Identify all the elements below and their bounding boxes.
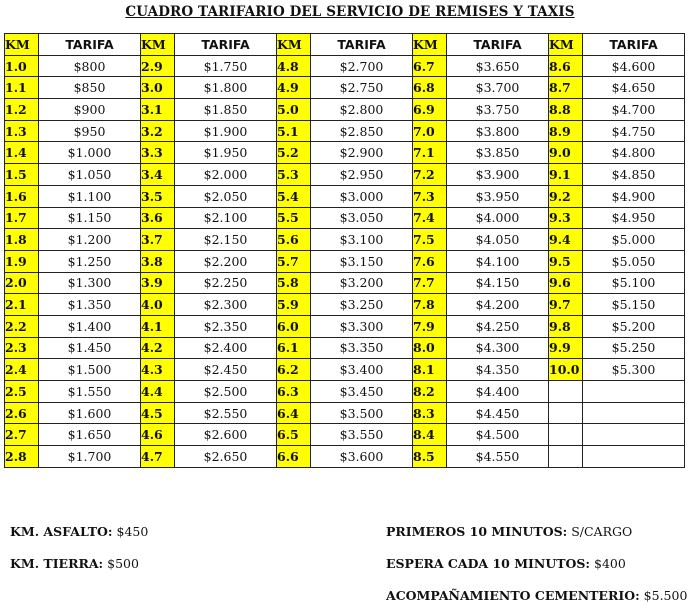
tarifa-cell: $1.600 [39,402,141,424]
tarifa-cell: $4.800 [583,142,685,164]
tarifa-cell: $4.750 [583,120,685,142]
km-cell: 7.9 [413,315,447,337]
table-row [5,315,685,337]
km-cell: 2.2 [5,315,39,337]
tarifa-cell: $3.500 [311,402,413,424]
fare-table [4,33,685,468]
tarifa-cell: $5.000 [583,229,685,251]
km-cell: 7.7 [413,272,447,294]
tarifa-cell: $3.700 [447,77,549,99]
km-header: KM [413,34,447,56]
tarifa-cell: $1.500 [39,359,141,381]
tarifa-cell: $3.800 [447,120,549,142]
empty-cell [583,424,685,446]
tarifa-cell: $950 [39,120,141,142]
tarifa-cell: $4.100 [447,250,549,272]
km-cell: 10.0 [549,359,583,381]
km-cell: 2.6 [5,402,39,424]
km-cell: 8.3 [413,402,447,424]
empty-cell [549,402,583,424]
tarifa-header: TARIFA [175,34,277,56]
km-header: KM [5,34,39,56]
km-cell: 4.6 [141,424,175,446]
tarifa-cell: $3.850 [447,142,549,164]
km-cell: 5.4 [277,185,311,207]
empty-cell [549,381,583,403]
km-header: KM [277,34,311,56]
tarifa-cell: $4.350 [447,359,549,381]
km-cell: 6.1 [277,337,311,359]
tarifa-cell: $3.300 [311,315,413,337]
km-cell: 4.2 [141,337,175,359]
tarifa-cell: $2.250 [175,272,277,294]
tarifa-cell: $3.450 [311,381,413,403]
km-cell: 7.4 [413,207,447,229]
km-cell: 2.4 [5,359,39,381]
acompanamiento-cementerio-value: $5.500 [639,588,688,603]
tarifa-cell: $3.550 [311,424,413,446]
tarifa-cell: $2.050 [175,185,277,207]
table-row [5,99,685,121]
km-cell: 2.7 [5,424,39,446]
acompanamiento-cementerio [386,588,687,603]
km-cell: 3.5 [141,185,175,207]
km-cell: 7.2 [413,164,447,186]
table-row [5,359,685,381]
tarifa-cell: $4.600 [583,55,685,77]
tarifa-cell: $5.200 [583,315,685,337]
tarifa-cell: $2.200 [175,250,277,272]
tarifa-cell: $4.300 [447,337,549,359]
tarifa-cell: $2.300 [175,294,277,316]
tarifa-cell: $1.950 [175,142,277,164]
espera-minutos-value: $400 [590,556,626,571]
km-cell: 5.0 [277,99,311,121]
km-cell: 9.2 [549,185,583,207]
km-cell: 3.7 [141,229,175,251]
primeros-minutos-value: S/CARGO [567,524,633,539]
km-cell: 9.5 [549,250,583,272]
tarifa-cell: $4.500 [447,424,549,446]
tarifa-cell: $1.050 [39,164,141,186]
empty-cell [583,402,685,424]
tarifa-cell: $900 [39,99,141,121]
km-cell: 3.8 [141,250,175,272]
tarifa-cell: $3.250 [311,294,413,316]
tarifa-cell: $4.200 [447,294,549,316]
acompanamiento-cementerio-label: ACOMPAÑAMIENTO CEMENTERIO: [386,588,640,603]
espera-minutos [386,556,626,571]
tarifa-header: TARIFA [311,34,413,56]
table-row [5,207,685,229]
empty-cell [583,446,685,468]
tarifa-cell: $4.950 [583,207,685,229]
table-row [5,337,685,359]
tarifa-cell: $4.450 [447,402,549,424]
header-row [5,34,685,56]
km-cell: 6.8 [413,77,447,99]
tarifa-cell: $1.550 [39,381,141,403]
tarifa-cell: $4.900 [583,185,685,207]
km-cell: 4.8 [277,55,311,77]
km-cell: 1.7 [5,207,39,229]
km-cell: 4.5 [141,402,175,424]
tarifa-cell: $3.000 [311,185,413,207]
km-cell: 9.0 [549,142,583,164]
tarifa-cell: $3.200 [311,272,413,294]
km-cell: 8.7 [549,77,583,99]
empty-cell [549,446,583,468]
km-cell: 9.6 [549,272,583,294]
tarifa-header: TARIFA [447,34,549,56]
tarifa-cell: $3.150 [311,250,413,272]
tarifa-cell: $3.650 [447,55,549,77]
km-cell: 7.6 [413,250,447,272]
km-cell: 8.4 [413,424,447,446]
primeros-minutos [386,524,632,539]
table-row [5,120,685,142]
km-cell: 9.7 [549,294,583,316]
tarifa-cell: $2.350 [175,315,277,337]
km-cell: 8.0 [413,337,447,359]
tarifa-cell: $5.100 [583,272,685,294]
tarifa-cell: $800 [39,55,141,77]
tarifa-cell: $5.050 [583,250,685,272]
km-tierra [10,556,139,571]
tarifa-cell: $4.150 [447,272,549,294]
km-cell: 1.9 [5,250,39,272]
km-asfalto-value: $450 [112,524,149,539]
table-row [5,142,685,164]
km-cell: 7.8 [413,294,447,316]
km-cell: 3.0 [141,77,175,99]
tarifa-cell: $4.250 [447,315,549,337]
table-row [5,77,685,99]
km-cell: 8.1 [413,359,447,381]
km-cell: 4.4 [141,381,175,403]
tarifa-cell: $2.550 [175,402,277,424]
tarifa-cell: $1.150 [39,207,141,229]
km-cell: 2.1 [5,294,39,316]
table-row [5,229,685,251]
tarifa-cell: $850 [39,77,141,99]
km-cell: 6.0 [277,315,311,337]
tarifa-cell: $2.600 [175,424,277,446]
km-cell: 8.2 [413,381,447,403]
km-cell: 7.3 [413,185,447,207]
table-row [5,55,685,77]
tarifa-cell: $1.300 [39,272,141,294]
tarifa-cell: $1.000 [39,142,141,164]
km-cell: 1.5 [5,164,39,186]
km-tierra-value: $500 [103,556,139,571]
tarifa-cell: $5.250 [583,337,685,359]
km-cell: 4.3 [141,359,175,381]
table-row [5,381,685,403]
tarifa-header: TARIFA [39,34,141,56]
km-tierra-label: KM. TIERRA: [10,556,104,571]
tarifa-cell: $1.350 [39,294,141,316]
tarifa-cell: $3.950 [447,185,549,207]
tarifa-cell: $3.600 [311,446,413,468]
km-cell: 4.1 [141,315,175,337]
tarifa-cell: $1.200 [39,229,141,251]
km-cell: 1.1 [5,77,39,99]
table-row [5,294,685,316]
km-cell: 5.8 [277,272,311,294]
km-cell: 1.6 [5,185,39,207]
tarifa-cell: $1.650 [39,424,141,446]
table-row [5,446,685,468]
km-cell: 9.3 [549,207,583,229]
km-cell: 7.0 [413,120,447,142]
tarifa-cell: $2.700 [311,55,413,77]
km-cell: 9.9 [549,337,583,359]
tarifa-cell: $4.000 [447,207,549,229]
km-cell: 5.6 [277,229,311,251]
table-row [5,164,685,186]
km-cell: 2.5 [5,381,39,403]
km-cell: 4.9 [277,77,311,99]
table-row [5,272,685,294]
km-cell: 2.8 [5,446,39,468]
km-cell: 4.0 [141,294,175,316]
km-cell: 6.9 [413,99,447,121]
km-cell: 5.5 [277,207,311,229]
tarifa-cell: $1.450 [39,337,141,359]
km-asfalto-label: KM. ASFALTO: [10,524,113,539]
km-cell: 3.4 [141,164,175,186]
empty-cell [583,381,685,403]
tarifa-cell: $2.450 [175,359,277,381]
km-cell: 1.8 [5,229,39,251]
tarifa-cell: $3.900 [447,164,549,186]
tarifa-cell: $1.900 [175,120,277,142]
tarifa-cell: $2.650 [175,446,277,468]
tarifa-cell: $1.800 [175,77,277,99]
tarifa-cell: $2.850 [311,120,413,142]
km-cell: 5.9 [277,294,311,316]
tarifa-header: TARIFA [583,34,685,56]
km-cell: 7.5 [413,229,447,251]
km-cell: 2.0 [5,272,39,294]
km-cell: 8.5 [413,446,447,468]
tarifa-cell: $4.550 [447,446,549,468]
espera-minutos-label: ESPERA CADA 10 MINUTOS: [386,556,591,571]
km-cell: 6.6 [277,446,311,468]
tarifa-cell: $5.150 [583,294,685,316]
tarifa-cell: $2.800 [311,99,413,121]
km-cell: 1.4 [5,142,39,164]
tarifa-cell: $5.300 [583,359,685,381]
km-cell: 2.3 [5,337,39,359]
km-cell: 1.2 [5,99,39,121]
tarifa-cell: $1.400 [39,315,141,337]
km-cell: 3.2 [141,120,175,142]
km-cell: 3.3 [141,142,175,164]
km-cell: 3.6 [141,207,175,229]
km-cell: 3.9 [141,272,175,294]
tarifa-cell: $2.750 [311,77,413,99]
km-cell: 5.2 [277,142,311,164]
tarifa-cell: $4.700 [583,99,685,121]
tarifa-cell: $2.500 [175,381,277,403]
km-cell: 9.8 [549,315,583,337]
km-cell: 6.3 [277,381,311,403]
km-cell: 3.1 [141,99,175,121]
table-row [5,185,685,207]
km-cell: 9.4 [549,229,583,251]
primeros-minutos-label: PRIMEROS 10 MINUTOS: [386,524,568,539]
tarifa-cell: $2.000 [175,164,277,186]
tarifa-cell: $2.150 [175,229,277,251]
tarifa-cell: $4.050 [447,229,549,251]
km-cell: 8.6 [549,55,583,77]
km-cell: 1.3 [5,120,39,142]
km-cell: 6.2 [277,359,311,381]
tarifa-cell: $2.950 [311,164,413,186]
tarifa-cell: $1.750 [175,55,277,77]
km-cell: 6.5 [277,424,311,446]
tarifa-cell: $4.850 [583,164,685,186]
km-cell: 4.7 [141,446,175,468]
km-cell: 5.1 [277,120,311,142]
tarifa-cell: $3.750 [447,99,549,121]
tarifa-cell: $3.400 [311,359,413,381]
km-cell: 1.0 [5,55,39,77]
tarifa-cell: $3.350 [311,337,413,359]
km-cell: 9.1 [549,164,583,186]
km-cell: 8.8 [549,99,583,121]
table-row [5,402,685,424]
tarifa-cell: $2.900 [311,142,413,164]
km-cell: 6.7 [413,55,447,77]
tarifa-cell: $3.100 [311,229,413,251]
tarifa-cell: $4.650 [583,77,685,99]
km-header: KM [141,34,175,56]
tarifa-cell: $1.700 [39,446,141,468]
km-cell: 8.9 [549,120,583,142]
tarifa-cell: $2.400 [175,337,277,359]
table-row [5,250,685,272]
km-cell: 2.9 [141,55,175,77]
tarifa-cell: $1.250 [39,250,141,272]
tarifa-cell: $2.100 [175,207,277,229]
km-cell: 5.3 [277,164,311,186]
km-cell: 5.7 [277,250,311,272]
km-cell: 6.4 [277,402,311,424]
tarifa-cell: $4.400 [447,381,549,403]
tarifa-cell: $1.850 [175,99,277,121]
tarifa-cell: $3.050 [311,207,413,229]
table-row [5,424,685,446]
km-header: KM [549,34,583,56]
tarifa-cell: $1.100 [39,185,141,207]
empty-cell [549,424,583,446]
km-asfalto [10,524,148,539]
km-cell: 7.1 [413,142,447,164]
page-title: CUADRO TARIFARIO DEL SERVICIO DE REMISES Y TAXIS [125,4,575,20]
